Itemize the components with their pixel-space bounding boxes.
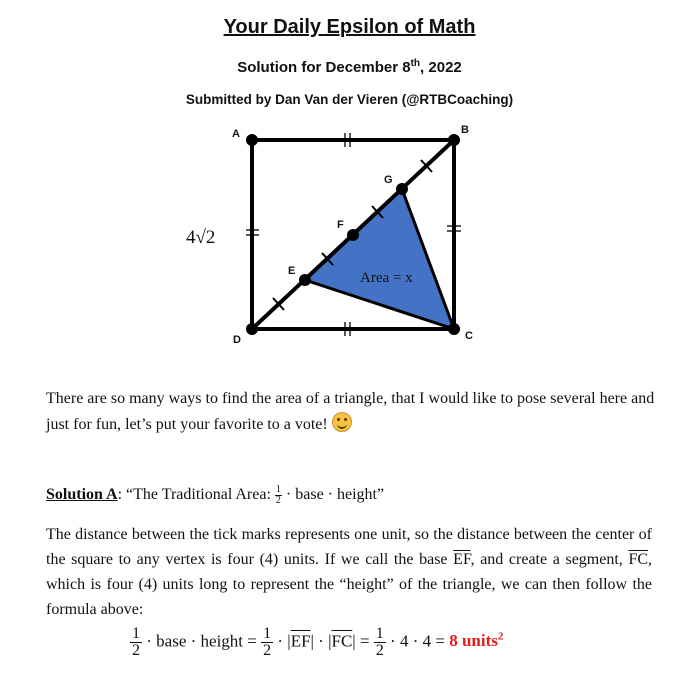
submitter-line: Submitted by Dan Van der Vieren (@RTBCoaching) <box>185 92 514 107</box>
segment-fc: $\overline{FC}$ <box>628 551 649 568</box>
page-title: Your Daily Epsilon of Math <box>223 16 476 38</box>
point-label-g: G <box>384 174 393 186</box>
solution-a-explanation: The distance between the tick marks represents one unit, so the distance between the center of the square to any vertex is four (4) units. If we call the base $\overline{EF}$, and create a segment, $\overline{FC}$, which is four (4) units long to represent the “height” of the triangle, we can then follow the formula above: <box>46 526 653 618</box>
solution-a-heading: Solution A: “The Traditional Area: $\frac{1}{2}$ · base · height” <box>46 484 385 506</box>
solution-a-label: Solution A <box>46 486 118 504</box>
segment-ef: $\overline{EF}$ <box>453 551 471 568</box>
half-fraction: $\frac{1}{2}$ <box>275 484 281 506</box>
intro-paragraph: There are so many ways to find the area of a triangle, that I would like to pose several here and just for fun, let’s put your favorite to a vote! <box>46 390 655 433</box>
formula-half-3: $\frac{1}{2}$ <box>375 625 384 659</box>
formula-half-2: $\frac{1}{2}$ <box>263 625 272 659</box>
point-label-f: F <box>337 219 344 231</box>
area-label: Area = x <box>360 270 413 286</box>
side-length-label: 4√2 <box>186 227 216 248</box>
formula-result: 8 units$^2$ <box>449 630 504 651</box>
point-label-e: E <box>288 265 296 277</box>
point-label-c: C <box>465 330 473 342</box>
point-label-b: B <box>461 124 469 136</box>
area-formula: $\frac{1}{2}$ · base · height = $\frac{1}{2}$ · $|\overline{EF}| \cdot |\overline{FC}|$ = $\frac{1}{2}$ · 4 · 4 = 8 units$^2$ <box>132 625 504 659</box>
point-label-a: A <box>232 128 240 140</box>
smiley-icon <box>332 412 352 432</box>
solution-date: Solution for December 8th, 2022 <box>237 58 462 76</box>
point-label-d: D <box>233 334 241 346</box>
formula-half-1: $\frac{1}{2}$ <box>132 625 140 659</box>
